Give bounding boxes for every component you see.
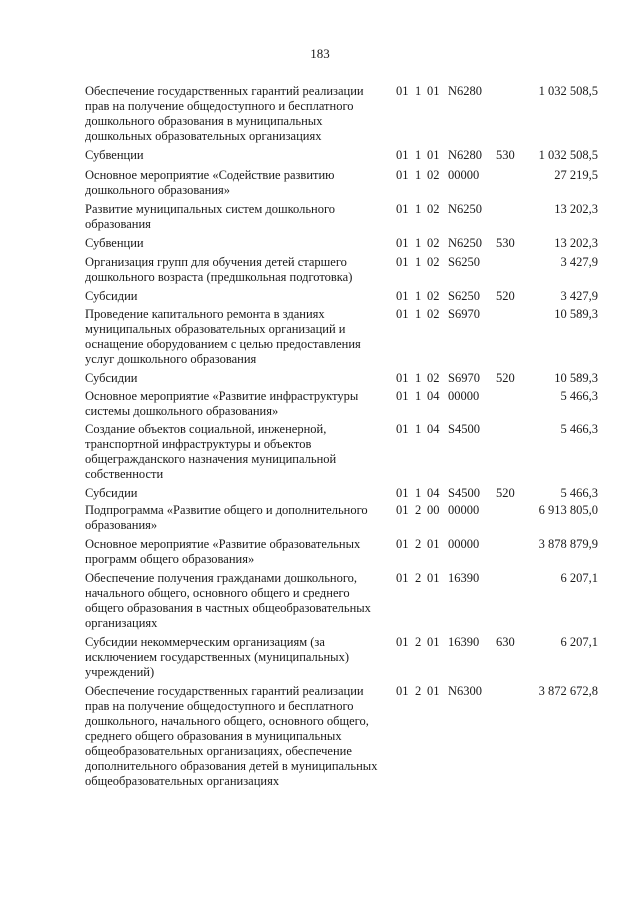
- code-subprogram: 1: [415, 168, 422, 182]
- code-direction: S6250: [448, 289, 480, 303]
- code-subprogram: 1: [415, 236, 422, 250]
- row-amount: 3 427,9: [560, 289, 598, 303]
- code-expense-type: 520: [496, 486, 515, 500]
- row-name: Субсидии некоммерческим организациям (за исключением государственных (муниципальных) учреждений): [85, 635, 349, 679]
- table-row: [0, 236, 640, 255]
- table-row: [0, 684, 640, 809]
- row-amount: 27 219,5: [554, 168, 598, 182]
- code-subprogram: 1: [415, 255, 422, 269]
- row-name: Обеспечение государственных гарантий реализации прав на получение общедоступного и бесплатного дошкольного, начального общего, основного общего, среднего общего образования в муниципальных общеобразовательных организациях, обеспечение дополнительного образования детей в муниципальных общеобразовательных организациях: [85, 684, 378, 788]
- code-program: 01: [396, 202, 409, 216]
- code-activity: 01: [427, 148, 440, 162]
- table-row: [0, 503, 640, 537]
- row-name: Субсидии: [85, 371, 138, 385]
- code-expense-type: 530: [496, 236, 515, 250]
- table-row: [0, 84, 640, 148]
- code-expense-type: 520: [496, 371, 515, 385]
- table-row: [0, 168, 640, 202]
- row-amount: 3 878 879,9: [538, 537, 598, 551]
- code-program: 01: [396, 486, 409, 500]
- code-direction: S6250: [448, 255, 480, 269]
- code-subprogram: 1: [415, 289, 422, 303]
- code-direction: N6300: [448, 684, 483, 698]
- row-name: Организация групп для обучения детей старшего дошкольного возраста (предшкольная подготовка): [85, 255, 353, 284]
- code-program: 01: [396, 84, 409, 98]
- row-name: Основное мероприятие «Развитие инфраструктуры системы дошкольного образования»: [85, 389, 359, 418]
- code-direction: S6970: [448, 371, 480, 385]
- row-name: Субвенции: [85, 236, 144, 250]
- code-subprogram: 1: [415, 307, 422, 321]
- code-program: 01: [396, 635, 409, 649]
- table-row: [0, 422, 640, 486]
- code-program: 01: [396, 371, 409, 385]
- code-subprogram: 1: [415, 486, 422, 500]
- code-subprogram: 1: [415, 202, 422, 216]
- code-activity: 02: [427, 168, 440, 182]
- code-subprogram: 1: [415, 148, 422, 162]
- row-name: Субсидии: [85, 289, 138, 303]
- code-activity: 02: [427, 371, 440, 385]
- table-row: [0, 202, 640, 236]
- table-row: [0, 571, 640, 635]
- code-activity: 04: [427, 422, 440, 436]
- code-direction: N6280: [448, 148, 483, 162]
- table-row: [0, 486, 640, 503]
- table-row: [0, 289, 640, 307]
- code-program: 01: [396, 168, 409, 182]
- code-direction: 00000: [448, 389, 480, 403]
- code-activity: 02: [427, 289, 440, 303]
- row-amount: 6 207,1: [560, 571, 598, 585]
- code-subprogram: 2: [415, 571, 422, 585]
- code-program: 01: [396, 389, 409, 403]
- code-direction: N6250: [448, 236, 483, 250]
- code-activity: 02: [427, 202, 440, 216]
- code-activity: 01: [427, 635, 440, 649]
- row-amount: 13 202,3: [554, 236, 598, 250]
- code-activity: 01: [427, 571, 440, 585]
- row-amount: 10 589,3: [554, 307, 598, 321]
- code-direction: S6970: [448, 307, 480, 321]
- row-amount: 5 466,3: [560, 486, 598, 500]
- code-expense-type: 520: [496, 289, 515, 303]
- table-row: [0, 371, 640, 389]
- code-activity: 02: [427, 307, 440, 321]
- code-activity: 02: [427, 255, 440, 269]
- table-row: [0, 389, 640, 422]
- code-subprogram: 1: [415, 422, 422, 436]
- code-activity: 04: [427, 486, 440, 500]
- row-name: Основное мероприятие «Содействие развитию дошкольного образования»: [85, 168, 335, 197]
- code-program: 01: [396, 503, 409, 517]
- code-program: 01: [396, 148, 409, 162]
- code-subprogram: 2: [415, 503, 422, 517]
- code-program: 01: [396, 236, 409, 250]
- row-name: Проведение капитального ремонта в зданиях муниципальных образовательных организаций и оснащение оборудованием с целью предоставления услуг дошкольного образования: [85, 307, 361, 366]
- code-subprogram: 1: [415, 389, 422, 403]
- code-activity: 00: [427, 503, 440, 517]
- page-number: 183: [310, 46, 330, 61]
- row-amount: 5 466,3: [560, 389, 598, 403]
- row-amount: 3 872 672,8: [538, 684, 598, 698]
- code-program: 01: [396, 307, 409, 321]
- code-expense-type: 630: [496, 635, 515, 649]
- code-program: 01: [396, 289, 409, 303]
- code-direction: 00000: [448, 168, 480, 182]
- code-program: 01: [396, 571, 409, 585]
- budget-table: [0, 84, 640, 809]
- table-row: [0, 255, 640, 289]
- code-expense-type: 530: [496, 148, 515, 162]
- code-subprogram: 2: [415, 537, 422, 551]
- row-amount: 3 427,9: [560, 255, 598, 269]
- row-amount: 6 913 805,0: [538, 503, 598, 517]
- row-name: Субвенции: [85, 148, 144, 162]
- code-program: 01: [396, 255, 409, 269]
- code-direction: S4500: [448, 486, 480, 500]
- row-name: Обеспечение государственных гарантий реализации прав на получение общедоступного и бесплатного дошкольного образования в муниципальных дошкольных образовательных организациях: [85, 84, 364, 143]
- code-activity: 01: [427, 537, 440, 551]
- code-subprogram: 1: [415, 84, 422, 98]
- code-subprogram: 1: [415, 371, 422, 385]
- code-program: 01: [396, 684, 409, 698]
- code-direction: N6280: [448, 84, 483, 98]
- code-direction: 16390: [448, 571, 480, 585]
- table-row: [0, 537, 640, 571]
- table-row: [0, 635, 640, 684]
- row-name: Создание объектов социальной, инженерной, транспортной инфраструктуры и объектов общегражданского назначения муниципальной собственности: [85, 422, 337, 481]
- code-subprogram: 2: [415, 684, 422, 698]
- row-name: Основное мероприятие «Развитие образовательных программ общего образования»: [85, 537, 361, 566]
- row-amount: 1 032 508,5: [538, 84, 598, 98]
- code-program: 01: [396, 537, 409, 551]
- row-name: Субсидии: [85, 486, 138, 500]
- code-subprogram: 2: [415, 635, 422, 649]
- code-direction: N6250: [448, 202, 483, 216]
- code-direction: 00000: [448, 503, 480, 517]
- row-amount: 5 466,3: [560, 422, 598, 436]
- code-activity: 01: [427, 684, 440, 698]
- code-direction: 00000: [448, 537, 480, 551]
- code-activity: 02: [427, 236, 440, 250]
- code-direction: S4500: [448, 422, 480, 436]
- table-row: [0, 148, 640, 168]
- table-row: [0, 307, 640, 371]
- code-program: 01: [396, 422, 409, 436]
- row-amount: 13 202,3: [554, 202, 598, 216]
- row-name: Подпрограмма «Развитие общего и дополнительного образования»: [85, 503, 368, 532]
- row-name: Обеспечение получения гражданами дошкольного, начального общего, основного общего и среднего общего образования в частных общеобразовательных организациях: [85, 571, 371, 630]
- row-amount: 1 032 508,5: [538, 148, 598, 162]
- row-amount: 6 207,1: [560, 635, 598, 649]
- code-activity: 04: [427, 389, 440, 403]
- row-name: Развитие муниципальных систем дошкольного образования: [85, 202, 336, 231]
- code-direction: 16390: [448, 635, 480, 649]
- code-activity: 01: [427, 84, 440, 98]
- row-amount: 10 589,3: [554, 371, 598, 385]
